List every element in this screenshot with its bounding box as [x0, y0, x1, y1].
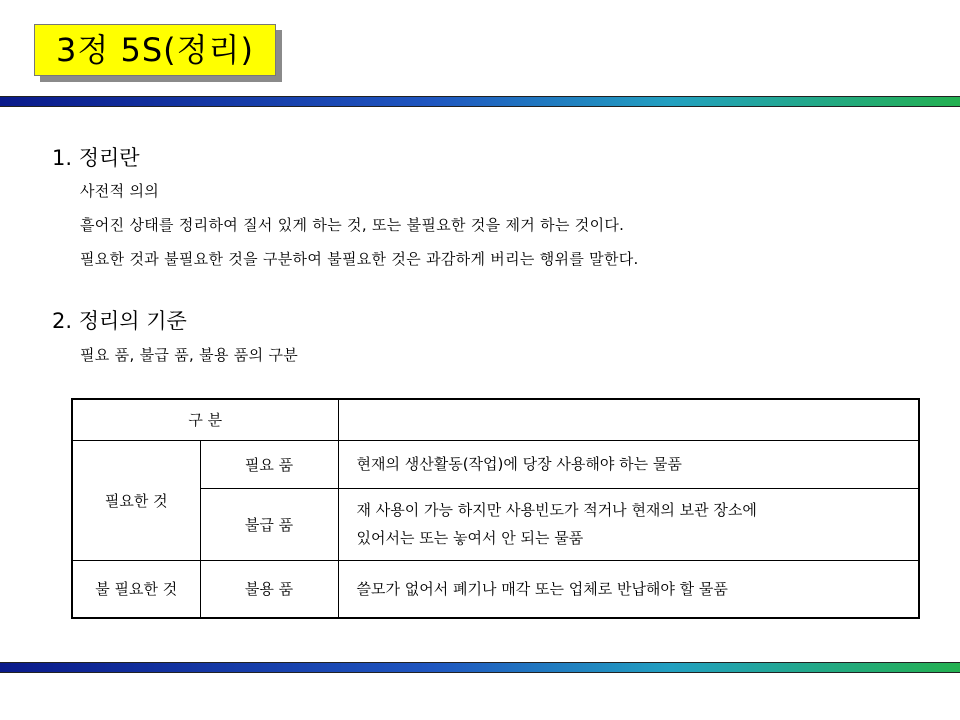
item-desc-line-1: 재 사용이 가능 하지만 사용빈도가 적거나 현재의 보관 장소에 [356, 501, 757, 519]
table-header-empty-cell [338, 399, 919, 440]
section1-line-3: 필요한 것과 불필요한 것을 구분하여 불필요한 것은 과감하게 버리는 행위를 말한다. [80, 250, 639, 268]
table-header-cell: 구 분 [72, 399, 338, 440]
classification-table [71, 398, 920, 619]
table-header-row [72, 399, 919, 440]
section1-line-1: 사전적 의의 [80, 182, 160, 200]
table-row [72, 560, 919, 618]
group-not-needed [72, 560, 200, 618]
item-desc-line-2: 있어서는 또는 놓여서 안 되는 물품 [356, 529, 584, 547]
section2-heading: 2. 정리의 기준 [52, 309, 187, 333]
group-not-needed-label: 불 필요한 것 [95, 579, 178, 598]
table-row [72, 440, 919, 488]
top-divider-bar [0, 96, 960, 107]
item-name: 불급 품 [200, 488, 338, 560]
group-needed: 필요한 것 [72, 440, 200, 560]
table-row [72, 488, 919, 560]
item-desc [338, 488, 919, 560]
bottom-divider-bar [0, 662, 960, 673]
slide-title: 3정 5S(정리) [34, 24, 276, 76]
section1-heading: 1. 정리란 [52, 146, 140, 170]
item-name: 불용 품 [200, 560, 338, 618]
section1-line-2: 흩어진 상태를 정리하여 질서 있게 하는 것, 또는 불필요한 것을 제거 하는 것이다. [80, 216, 625, 234]
item-desc: 현재의 생산활동(작업)에 당장 사용해야 하는 물품 [338, 440, 919, 488]
section2-line: 필요 품, 불급 품, 불용 품의 구분 [80, 346, 299, 364]
item-name: 필요 품 [200, 440, 338, 488]
item-desc: 쓸모가 없어서 폐기나 매각 또는 업체로 반납해야 할 물품 [338, 560, 919, 618]
